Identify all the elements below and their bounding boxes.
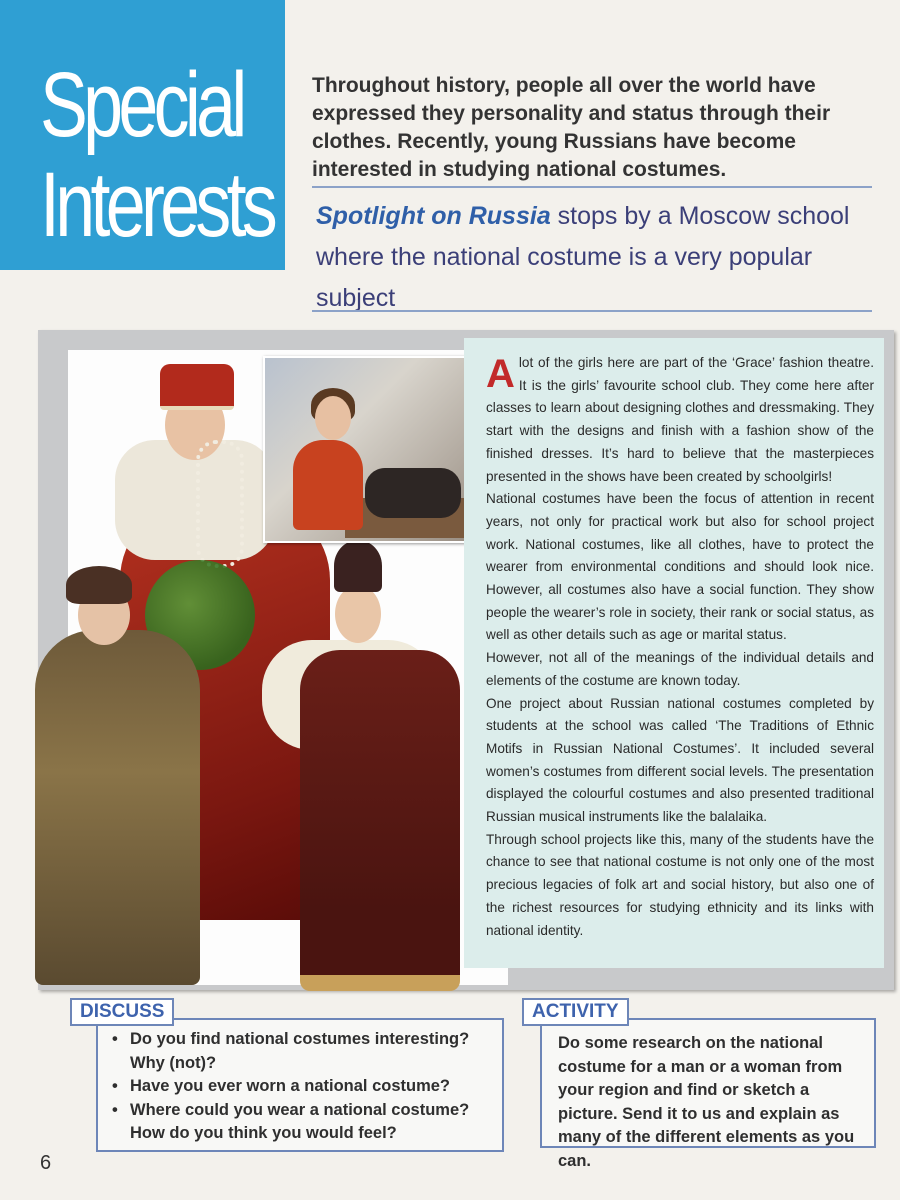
discuss-question: • Do you find national costumes interesting? Why (not)? [106,1028,496,1075]
pointed-headdress [334,540,382,592]
article-paragraph: However, not all of the meanings of the individual details and elements of the costume are known today. [486,650,874,688]
divider [312,186,872,188]
intro-text: Throughout history, people all over the world have expressed they personality and status through their clothes. Recently, young Russians have become interested in studying national costumes. [312,74,831,181]
spotlight-subtitle [316,196,876,319]
activity-box: Do some research on the national costume for a man or a woman from your region and find or sketch a picture. Send it to us and explain as many of the different elements as you can. [540,1018,876,1148]
article-body [464,338,884,968]
article-paragraph: Through school projects like this, many of the students have the chance to see that national costume is not only one of the most precious legacies of folk art and social history, but also one of the richest resources for studying ethnicity and its links with national identity. [486,831,874,938]
divider [312,310,872,312]
spotlight-brand: Spotlight on Russia [316,202,551,230]
pearl-beads [196,440,244,568]
girl-face [315,396,351,440]
sewing-girl-photo [263,356,467,543]
model-face [335,585,381,643]
girl-body [293,440,363,530]
title-line-interests: Interests [40,154,274,256]
discuss-questions [106,1028,496,1146]
brocade-coat [35,630,200,985]
article-paragraph: lot of the girls here are part of the ‘Grace’ fashion theatre. It is the girls’ favourite school club. They come here after classes to learn about designing clothes and dressmaking. They start with the designs and finish with a fashion show of the finished dresses. It’s hard to believe that the masterpieces presented in the shows have been created by schoolgirls! [486,355,874,484]
activity-label: ACTIVITY [522,998,629,1026]
spotlight-text: stops by a Moscow school where the national costume is a very popular subject [316,202,850,312]
page-title [40,54,274,256]
fabric [365,468,461,518]
discuss-question: • Where could you wear a national costume? How do you think you would feel? [106,1099,496,1146]
article-paragraph: National costumes have been the focus of attention in recent years, not only for practical work but also for school project work. National costumes, like all clothes, have to protect the wearer from environmental conditions and should look nice. However, all costumes also have a social function. They show people the wearer’s role in society, their rank or social status, as well as other details such as age or marital status. [486,491,874,643]
article-paragraph: One project about Russian national costumes completed by students at the school was called ‘The Traditions of Ethnic Motifs in Russian National Costumes’. It included several women’s costumes from different social levels. The presentation displayed the colourful costumes and also presented traditional Russian musical instruments like the balalaika. [486,695,874,825]
discuss-question: • Have you ever worn a national costume? [106,1075,496,1099]
title-line-special: Special [40,54,243,156]
kokoshnik-headdress [160,364,234,410]
discuss-label: DISCUSS [70,998,174,1026]
fur-hat [66,566,132,604]
drop-cap: A [486,352,515,396]
page-number: 6 [40,1152,52,1174]
sarafan-dress [300,650,460,991]
